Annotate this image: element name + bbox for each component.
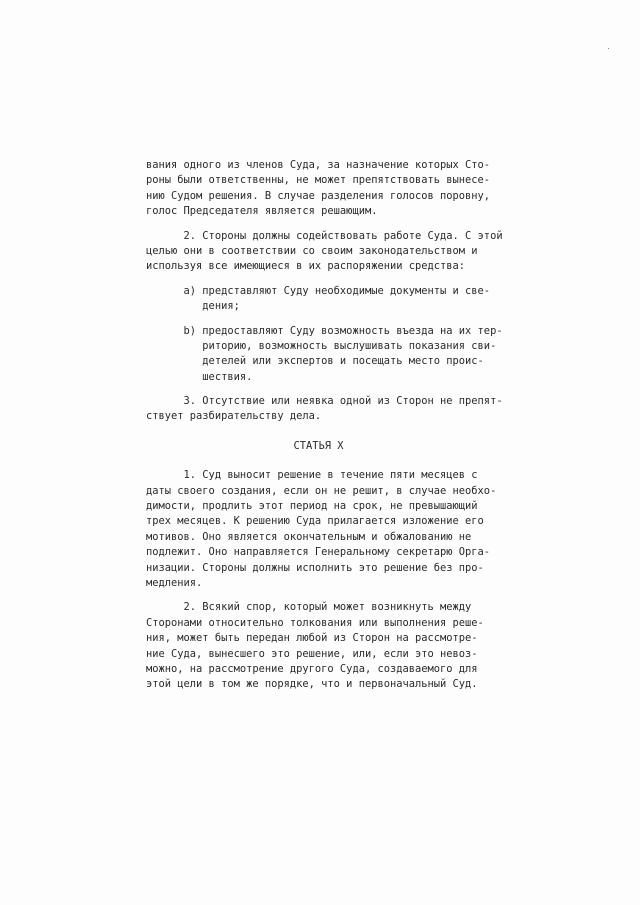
- text-line: голос Председателя является решающим.: [146, 205, 378, 218]
- text-line: ние Суда, вынесшего это решение, или, если это невоз-: [146, 647, 478, 660]
- paragraph: [146, 229, 503, 275]
- text-line: 2. Всякий спор, который может возникнуть между: [146, 601, 472, 614]
- text-line: ствует разбирательству дела.: [146, 410, 322, 423]
- text-line: низации. Стороны должны исполнить это решение без про-: [146, 561, 484, 574]
- text-line: b) предоставляют Суду возможность въезда на их тер-: [146, 324, 503, 337]
- text-line: вания одного из членов Суда, за назначение которых Сто-: [146, 159, 491, 171]
- text-line: мотивов. Оно является окончательным и обжалованию не: [146, 530, 472, 543]
- text-line: димости, продлить этот период на срок, не превышающий: [146, 500, 478, 513]
- document-text: [146, 158, 503, 693]
- paragraph: [146, 394, 503, 425]
- paragraph: [146, 468, 497, 591]
- text-line: 2. Стороны должны содействовать работе Суда. С этой: [146, 229, 503, 242]
- text-line: 3. Отсутствие или неявка одной из Сторон не препят-: [146, 395, 503, 408]
- text-line: шествия.: [146, 370, 253, 383]
- text-line: этой цели в том же порядке, что и первоначальный Суд.: [146, 678, 478, 691]
- text-line: нию Судом решения. В случае разделения голосов поровну,: [146, 189, 491, 202]
- text-line: целью они в соответствии со своим законодательством и: [146, 244, 478, 257]
- text-line: 1. Суд выносит решение в течение пяти месяцев с: [146, 469, 478, 482]
- text-line: используя все имеющиеся в их распоряжении средства:: [146, 260, 466, 273]
- text-line: даты своего создания, если он не решит, в случае необхо-: [146, 484, 497, 497]
- list-item: [146, 324, 503, 386]
- text-line: Сторонами относительно толкования или выполнения реше-: [146, 616, 484, 629]
- list-item: [146, 284, 491, 315]
- paragraph: [146, 600, 491, 692]
- text-line: детелей или экспертов и посещать место проис-: [146, 355, 484, 368]
- text-line: трех месяцев. К решению Суда прилагается изложение его: [146, 515, 484, 528]
- text-line: а) представляют Суду необходимые документы и све-: [146, 284, 491, 297]
- text-line: можно, на рассмотрение другого Суда, создаваемого для: [146, 662, 478, 675]
- paragraph: [146, 158, 491, 220]
- article-heading: СТАТЬЯ X: [293, 439, 344, 452]
- text-line: ния, может быть передан любой из Сторон на рассмотре-: [146, 632, 478, 645]
- text-line: роны были ответственны, не может препятствовать вынесе-: [146, 174, 491, 187]
- text-line: риторию, возможность выслушивать показания сви-: [146, 339, 497, 352]
- text-line: медления.: [146, 577, 203, 589]
- scan-speck: [608, 48, 609, 49]
- text-line: дения;: [146, 300, 240, 313]
- text-line: подлежит. Оно направляется Генеральному секретарю Орга-: [146, 546, 491, 559]
